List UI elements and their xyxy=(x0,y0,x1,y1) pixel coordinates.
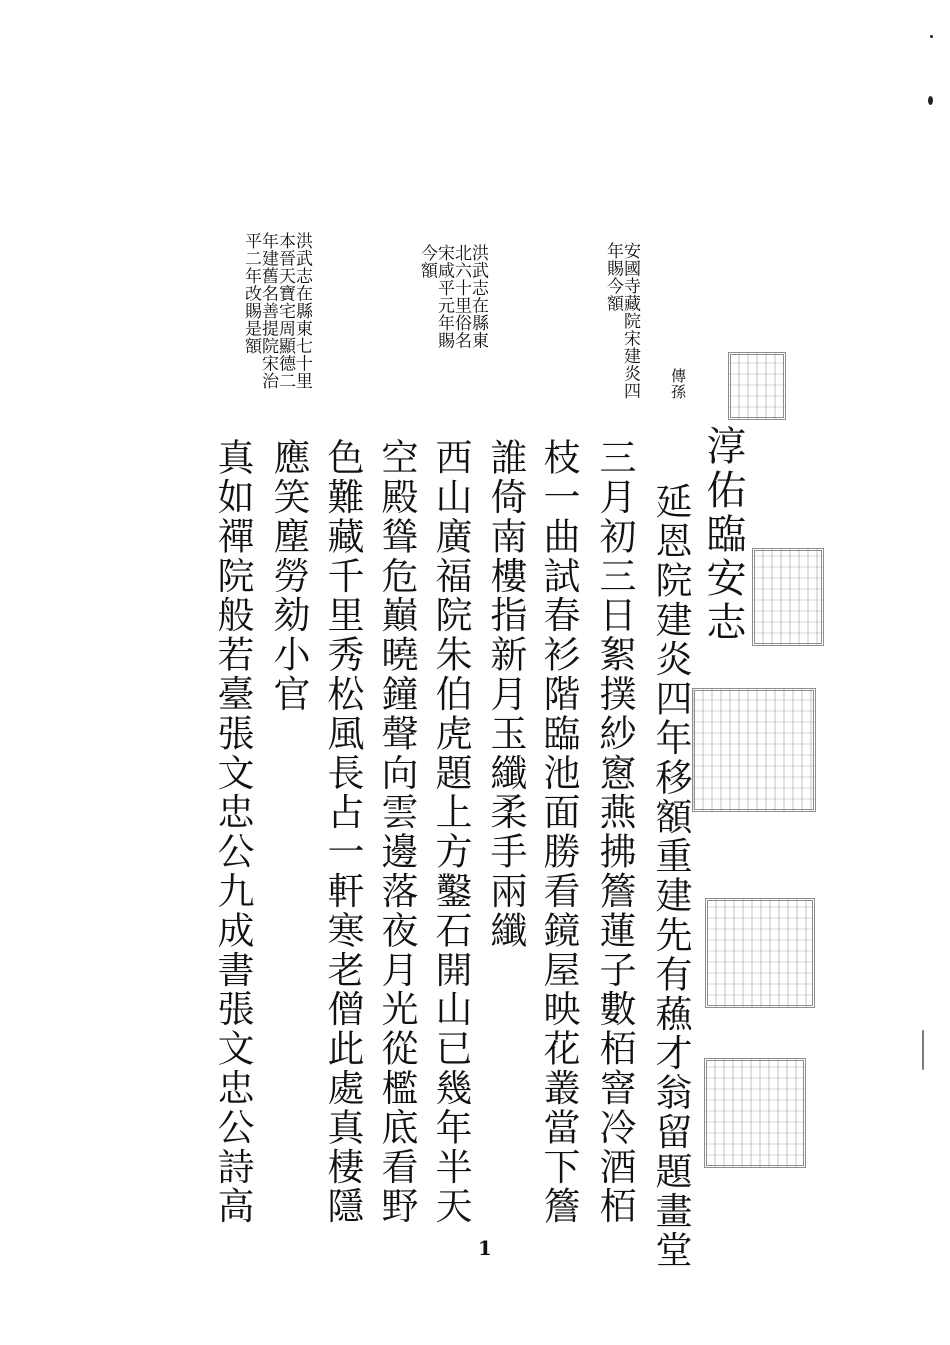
ink-speck xyxy=(922,1030,924,1070)
text-column: 應笑塵勞劾小官 xyxy=(267,438,310,714)
ink-speck xyxy=(928,96,933,105)
text-column: 色難藏千里秀松風長占一軒寒老僧此處真棲隱 xyxy=(321,438,364,1226)
credit-note: 傳孫 xyxy=(669,368,687,400)
text-column: 誰倚南樓指新月玉纖柔手兩纖 xyxy=(484,438,527,951)
ink-speck xyxy=(930,35,933,38)
annotation-note: 安國寺藏院宋建炎四年賜今額 xyxy=(603,242,640,400)
seal-stamp xyxy=(692,688,816,812)
annotation-note: 洪武志在縣東北六十里俗名宋咸平元年賜今額 xyxy=(417,244,488,349)
seal-stamp xyxy=(705,898,815,1008)
text-column: 西山廣福院朱伯虎題上方鑿石開山已幾年半天 xyxy=(429,438,472,1226)
text-column: 真如禪院般若臺張文忠公九成書張文忠公詩高 xyxy=(211,438,254,1226)
seal-stamp xyxy=(728,352,786,420)
text-column: 延恩院建炎四年移額重建先有蘓才翁留題畫堂 xyxy=(649,482,692,1270)
seal-stamp xyxy=(704,1058,806,1168)
seal-stamp xyxy=(752,548,824,646)
title-column: 淳佑臨安志 xyxy=(700,425,746,645)
text-column: 枝一曲試春衫階臨池面勝看鏡屋映花叢當下簷 xyxy=(537,438,580,1226)
page-number: 1 xyxy=(478,1236,492,1260)
text-column: 空殿聳危巔曉鐘聲向雲邊落夜月光從檻底看野 xyxy=(375,438,418,1226)
text-column: 三月初三日絮撲紗窻燕拂簷蓮子數栢窨冷酒栢 xyxy=(593,438,636,1226)
annotation-note: 洪武志在縣東七十里本晉天寶宅周顯德二年建舊名善提院宋治平二年改賜是額 xyxy=(241,232,312,390)
